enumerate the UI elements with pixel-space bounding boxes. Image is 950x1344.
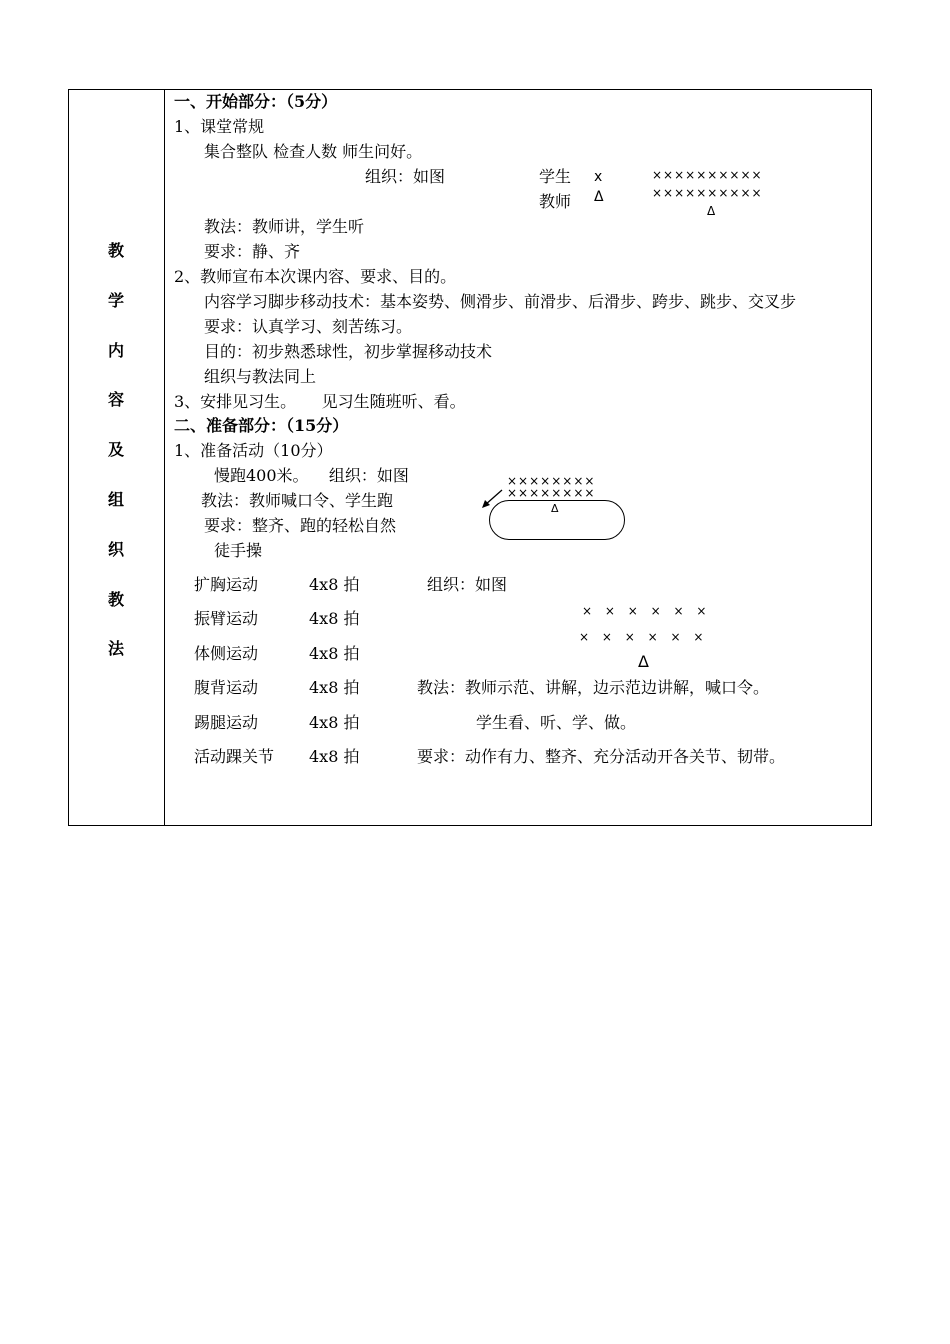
side-title-char: 学: [107, 291, 124, 310]
legend-student-mark: x: [594, 169, 603, 185]
track-formation-row: ××××××××: [507, 474, 596, 488]
formation-row: ××××××××××: [652, 168, 763, 182]
method-line: 教法：教师喊口令、学生跑: [201, 491, 394, 510]
side-title-char: 法: [107, 639, 124, 658]
legend-teacher: 教师: [539, 192, 572, 211]
exercise-name: 体侧运动: [194, 644, 259, 663]
requirement-line: 要求：静、齐: [204, 242, 301, 261]
exercise-count: 4x8 拍: [309, 747, 360, 766]
side-title-char: 容: [107, 390, 124, 409]
side-title-char: 及: [107, 440, 124, 459]
method-line: 教法：教师示范、讲解，边示范边讲解，喊口令。: [417, 678, 770, 697]
running-track: [489, 500, 625, 540]
free-exercise-label: 徒手操: [214, 541, 263, 560]
item-announce: 2、教师宣布本次课内容、要求、目的。: [174, 267, 457, 286]
item-observers: 3、安排见习生。 见习生随班听、看。: [174, 392, 466, 411]
content-line: 内容学习脚步移动技术：基本姿势、侧滑步、前滑步、后滑步、跨步、跳步、交叉步: [204, 292, 797, 311]
grid-formation-row: × × × × × ×: [582, 604, 707, 618]
exercise-count: 4x8 拍: [309, 575, 360, 594]
section-heading-start: 一、开始部分：（5分）: [174, 92, 338, 111]
legend-teacher-mark: Δ: [594, 189, 604, 205]
exercise-name: 踢腿运动: [194, 713, 259, 732]
exercise-name: 扩胸运动: [194, 575, 259, 594]
column-divider: [164, 89, 165, 826]
formation-teacher: Δ: [707, 204, 716, 218]
method-line-cont: 学生看、听、学、做。: [476, 713, 637, 732]
section-heading-prep: 二、准备部分：（15分）: [174, 416, 349, 435]
requirement-line: 要求：认真学习、刻苦练习。: [204, 317, 413, 336]
grid-formation-row: × × × × × ×: [579, 630, 704, 644]
exercise-count: 4x8 拍: [309, 609, 360, 628]
track-formation-row: ××××××××: [507, 486, 596, 500]
side-title-char: 织: [107, 540, 124, 559]
item-routine: 1、课堂常规: [174, 117, 265, 136]
org-label: 组织：如图: [427, 575, 508, 594]
exercise-name: 腹背运动: [194, 678, 259, 697]
item-warmup: 1、准备活动（10分）: [174, 441, 333, 460]
exercise-name: 振臂运动: [194, 609, 259, 628]
exercise-count: 4x8 拍: [309, 644, 360, 663]
org-line: 组织与教法同上: [204, 367, 317, 386]
requirement-line: 要求：整齐、跑的轻松自然: [204, 516, 397, 535]
org-label: 组织：如图: [365, 167, 446, 186]
exercise-name: 活动踝关节: [194, 747, 275, 766]
goal-line: 目的：初步熟悉球性，初步掌握移动技术: [204, 342, 493, 361]
routine-line: 集合整队 检查人数 师生问好。: [204, 142, 423, 161]
formation-row: ××××××××××: [652, 186, 763, 200]
legend-student: 学生: [539, 167, 572, 186]
requirement-line: 要求：动作有力、整齐、充分活动开各关节、韧带。: [417, 747, 786, 766]
exercise-count: 4x8 拍: [309, 713, 360, 732]
track-teacher: Δ: [551, 502, 559, 515]
side-title-char: 教: [107, 590, 124, 609]
run-line: 慢跑400米。 组织：如图: [214, 466, 409, 485]
grid-teacher: Δ: [638, 652, 649, 671]
side-title-char: 内: [107, 341, 124, 360]
direction-arrow-icon: [480, 487, 506, 511]
method-line: 教法：教师讲，学生听: [204, 217, 365, 236]
side-title-char: 组: [107, 490, 124, 509]
exercise-count: 4x8 拍: [309, 678, 360, 697]
side-title-char: 教: [107, 241, 124, 260]
